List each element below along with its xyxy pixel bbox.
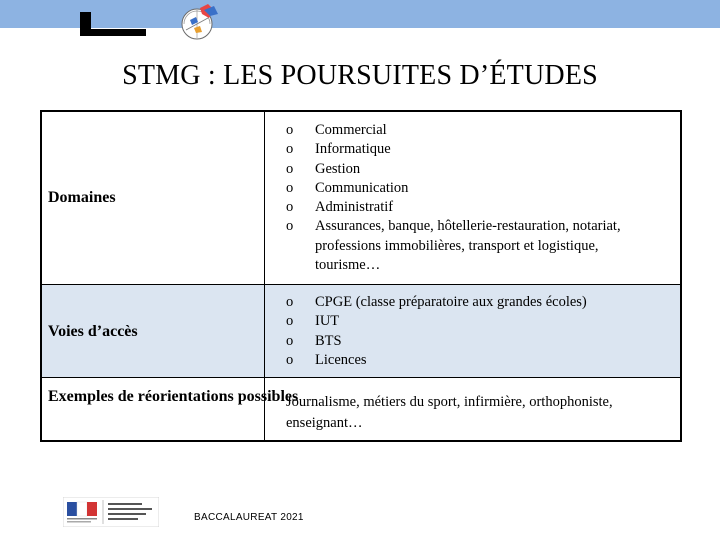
item-text: Informatique — [315, 141, 391, 158]
item-text: Gestion — [315, 160, 361, 177]
bullet-icon: o — [286, 199, 294, 216]
row-label: Exemples de réorientations possibles — [48, 388, 299, 405]
item-text: Communication — [315, 179, 409, 196]
list-item — [286, 332, 666, 351]
item-text: IUT — [315, 313, 340, 330]
list-item — [286, 351, 666, 370]
row-label: Voies d’accès — [48, 323, 138, 340]
bullet-icon: o — [286, 294, 294, 310]
domain-list — [286, 121, 666, 275]
row-label: Domaines — [48, 189, 116, 206]
bullet-icon: o — [286, 332, 294, 349]
item-text: CPGE (classe préparatoire aux grandes écoles) — [315, 294, 587, 310]
list-item — [286, 160, 666, 179]
list-item — [286, 121, 666, 140]
studies-table — [40, 110, 682, 442]
list-item — [286, 179, 666, 198]
bullet-icon: o — [286, 141, 294, 158]
list-item — [286, 198, 666, 217]
list-item — [286, 293, 666, 312]
bullet-icon: o — [286, 122, 294, 138]
slide-title: STMG : LES POURSUITES D’ÉTUDES — [122, 60, 598, 91]
bullet-icon: o — [286, 351, 294, 368]
item-text: Licences — [315, 351, 367, 368]
item-text: Administratif — [315, 199, 394, 216]
item-text: BTS — [315, 332, 342, 349]
table-row-domaines — [42, 112, 680, 285]
bullet-icon: o — [286, 160, 294, 177]
access-list — [286, 293, 666, 370]
list-item — [286, 312, 666, 331]
ministry-logo-icon — [63, 497, 159, 527]
table-row-voies-acces — [42, 285, 680, 378]
item-text: Assurances, banque, hôtellerie-restauration, notariat, professions immobilières, transport et logistique, tourisme… — [315, 218, 621, 274]
examples-text: Journalisme, métiers du sport, infirmière, orthophoniste, enseignant… — [286, 394, 613, 431]
list-item — [286, 217, 666, 275]
list-item — [286, 140, 666, 159]
school-emblem-icon — [176, 2, 222, 44]
table-row-reorientations — [42, 378, 680, 440]
bracket-mark-icon — [80, 12, 146, 36]
bullet-icon: o — [286, 179, 294, 196]
item-text: Commercial — [315, 122, 387, 138]
bullet-icon: o — [286, 218, 294, 235]
footer-text: BACCALAUREAT 2021 — [194, 512, 304, 523]
bullet-icon: o — [286, 313, 294, 330]
